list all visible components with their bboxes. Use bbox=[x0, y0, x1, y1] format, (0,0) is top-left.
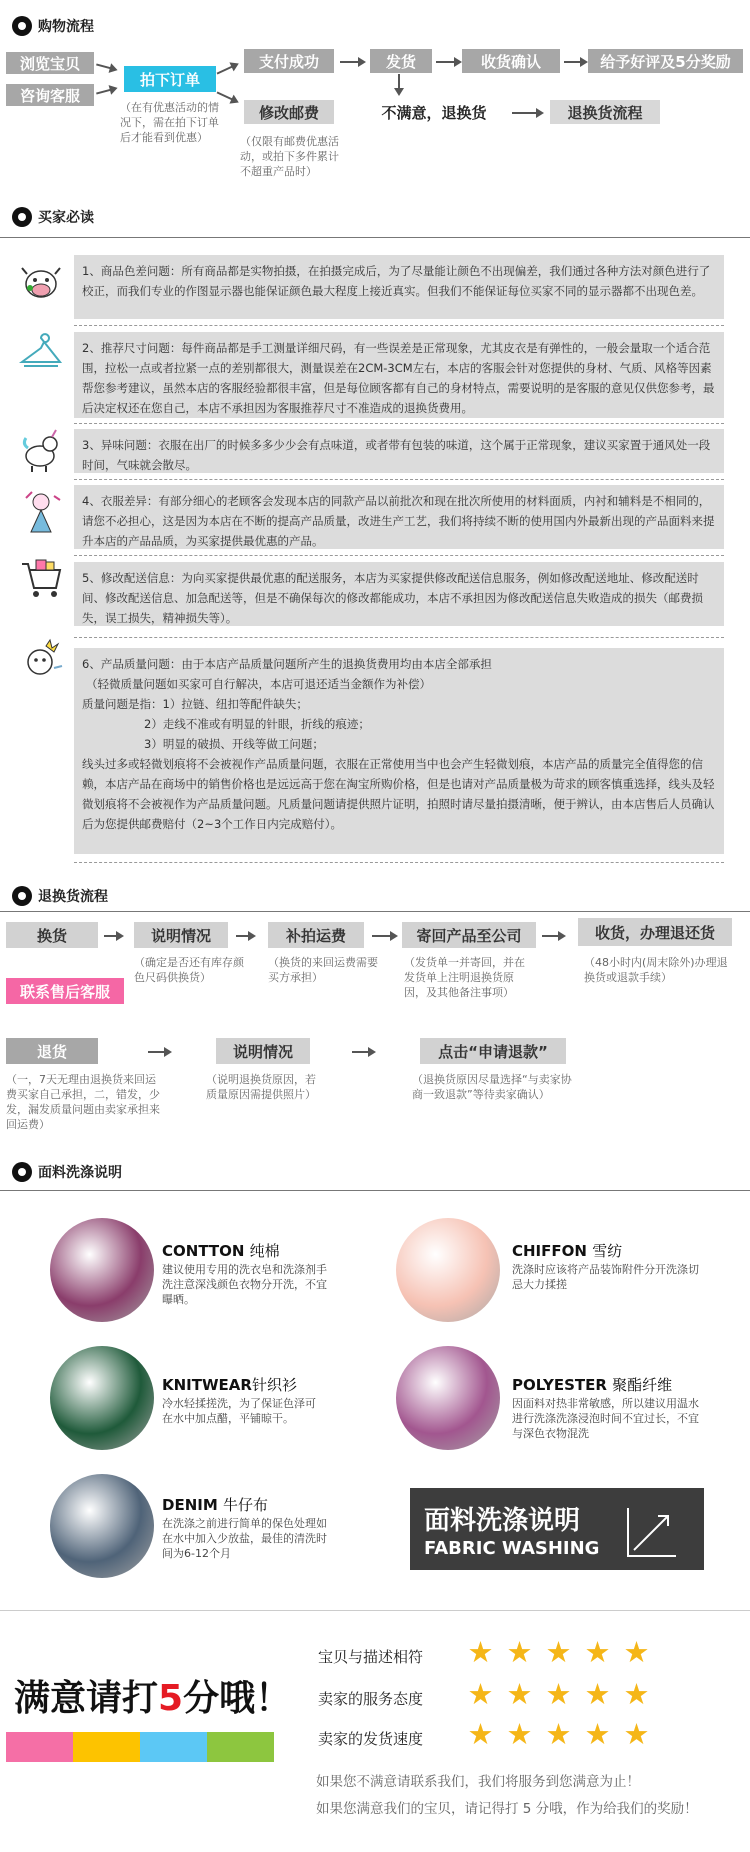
step-praise: 给予好评及5分奖励 bbox=[588, 49, 743, 73]
fabric-title: POLYESTER 聚酯纤维 bbox=[512, 1376, 673, 1394]
order-note: （在有优惠活动的情况下，需在拍下订单后才能看到优惠） bbox=[120, 101, 219, 144]
hanger-icon bbox=[18, 330, 64, 376]
bullet-icon bbox=[12, 886, 32, 906]
color-block bbox=[207, 1732, 274, 1762]
step-explain-2: 说明情况 bbox=[216, 1038, 310, 1064]
arrow-down-icon bbox=[398, 74, 400, 94]
dashed-divider bbox=[74, 423, 724, 424]
chiffon-swatch bbox=[396, 1218, 500, 1322]
star-rating-shipping[interactable] bbox=[466, 1717, 651, 1751]
step-apply-refund: 点击“申请退款” bbox=[420, 1038, 566, 1064]
rating-footer-1: 如果您不满意请联系我们，我们将服务到您满意为止！ bbox=[316, 1774, 640, 1790]
dashed-divider bbox=[74, 555, 724, 556]
notice-item-odor: 3、异味问题：衣服在出厂的时候多多少少会有点味道，或者带有包装的味道，这个属于正常现象，建议买家置于通风处一段时间，气味就会散尽。 bbox=[74, 429, 724, 473]
cartoon-character-icon bbox=[18, 638, 64, 684]
shopping-cart-icon bbox=[18, 556, 64, 602]
girl-icon bbox=[18, 488, 64, 534]
notice-item-size: 2、推荐尺寸问题：每件商品都是手工测量详细尺码，有一些误差是正常现象，尤其皮衣是有弹性的，一般会量取一个适合范围，拉松一点或者拉紧一点的差别都很大，测量误差在2CM-3CM左右，本店的客服会针对您提供的身材、气质、风格等因素帮您参考建议，虽然本店的客服经验都很丰富，但是每位顾客都有自己的身材特点，需要说明的是客服的意见仅供您参考，最后决定权还在您自己，本店不承担因为客服推荐尺寸不准造成的退换货费用。 bbox=[74, 332, 724, 418]
fabric-desc: 洗涤时应该将产品装饰附件分开洗涤切忌大力揉搓 bbox=[512, 1263, 699, 1291]
rating-label-shipping: 卖家的发货速度 bbox=[318, 1730, 424, 1748]
star-rating-service[interactable] bbox=[466, 1677, 651, 1711]
arrow-icon bbox=[236, 935, 254, 937]
explain-note: （确定是否还有库存颜色尺码供换货） bbox=[134, 956, 244, 984]
section-title-notice: 买家必读 bbox=[12, 205, 94, 229]
star-icon[interactable]: ★ bbox=[545, 1677, 572, 1711]
step-unsatisfied: 不满意，退换货 bbox=[370, 100, 498, 124]
section-title-shopping: 购物流程 bbox=[12, 14, 94, 38]
notice-item-delivery: 5、修改配送信息：为向买家提供最优惠的配送服务，本店为买家提供修改配送信息服务，例如修改配送地址、修改配送时间、修改配送信息、加急配送等，但是不确保每次的修改都能成功，本店不承担因为修改配送信息失败造成的损失（邮费损失，误工损失，精神损失等）。 bbox=[74, 562, 724, 626]
section-title-returns: 退换货流程 bbox=[12, 884, 108, 908]
star-icon[interactable]: ★ bbox=[467, 1717, 494, 1751]
divider bbox=[0, 1190, 750, 1191]
rating-headline: 满意请打5分哦！ bbox=[14, 1678, 292, 1719]
contact-service-label: 联系售后客服 bbox=[6, 978, 124, 1004]
step-consult: 咨询客服 bbox=[6, 84, 94, 106]
star-icon[interactable]: ★ bbox=[506, 1717, 533, 1751]
arrow-icon bbox=[542, 935, 564, 937]
arrow-icon bbox=[217, 63, 238, 74]
color-block bbox=[140, 1732, 207, 1762]
section-title-fabric: 面料洗涤说明 bbox=[12, 1160, 122, 1184]
chart-arrow-icon bbox=[624, 1504, 680, 1560]
fabric-title: CONTTON 纯棉 bbox=[162, 1242, 280, 1260]
arrow-icon bbox=[96, 87, 116, 94]
divider bbox=[0, 911, 750, 912]
fabric-desc: 建议使用专用的洗衣皂和洗涤剂手洗注意深浅颜色衣物分开洗，不宜曝晒。 bbox=[162, 1263, 327, 1306]
step-received: 收货确认 bbox=[462, 49, 560, 73]
cotton-swatch bbox=[50, 1218, 154, 1322]
step-postage: 补拍运费 bbox=[268, 922, 364, 948]
star-icon[interactable]: ★ bbox=[584, 1635, 611, 1669]
rating-footer-2: 如果您满意我们的宝贝，请记得打 5 分哦，作为给我们的奖励！ bbox=[316, 1801, 698, 1817]
step-order: 拍下订单 bbox=[124, 66, 216, 92]
explain2-note: （说明退换货原因，若质量原因需提供照片） bbox=[206, 1073, 316, 1101]
star-rating-description[interactable] bbox=[466, 1635, 651, 1669]
send-back-note: （发货单一并寄回，并在发货单上注明退换货原因，及其他备注事项） bbox=[404, 956, 525, 999]
refund-note: （一，7天无理由退换货来回运费买家自己承担，二，错发，少发，漏发质量问题由卖家承担来回运费） bbox=[6, 1073, 160, 1131]
step-paid: 支付成功 bbox=[244, 49, 334, 73]
arrow-icon bbox=[96, 63, 116, 70]
notice-item-color: 1、商品色差问题：所有商品都是实物拍摄，在拍摄完成后，为了尽量能让颜色不出现偏差，我们通过各种方法对颜色进行了校正，而我们专业的作图显示器也能保证颜色最大程度上接近真实。但我们不能保证每位买家不同的显示器都不出现色差。 bbox=[74, 255, 724, 319]
dashed-divider bbox=[74, 637, 724, 638]
arrow-icon bbox=[148, 1051, 170, 1053]
postage-return-note: （换货的来回运费需要买方承担） bbox=[268, 956, 378, 984]
fabric-title: CHIFFON 雪纺 bbox=[512, 1242, 623, 1260]
cow-icon bbox=[18, 258, 64, 304]
dashed-divider bbox=[74, 479, 724, 480]
bullet-icon bbox=[12, 207, 32, 227]
fabric-washing-banner bbox=[410, 1488, 704, 1570]
arrow-icon bbox=[352, 1051, 374, 1053]
knitwear-swatch bbox=[50, 1346, 154, 1450]
star-icon[interactable]: ★ bbox=[467, 1677, 494, 1711]
rating-label-description: 宝贝与描述相符 bbox=[318, 1648, 424, 1666]
fabric-desc: 在洗涤之前进行简单的保色处理如在水中加入少放盐，最佳的清洗时间为6-12个月 bbox=[162, 1517, 327, 1560]
banner-title-cn: 面料洗涤说明 bbox=[424, 1506, 581, 1536]
step-send-back: 寄回产品至公司 bbox=[402, 922, 536, 948]
step-ship: 发货 bbox=[370, 49, 432, 73]
arrow-icon bbox=[436, 61, 460, 63]
step-exchange: 换货 bbox=[6, 922, 98, 948]
star-icon[interactable]: ★ bbox=[584, 1717, 611, 1751]
fabric-title: KNITWEAR针织衫 bbox=[162, 1376, 297, 1394]
denim-swatch bbox=[50, 1474, 154, 1578]
divider bbox=[0, 1610, 750, 1611]
bullet-icon bbox=[12, 16, 32, 36]
star-icon[interactable]: ★ bbox=[623, 1677, 650, 1711]
rating-label-service: 卖家的服务态度 bbox=[318, 1690, 424, 1708]
arrow-icon bbox=[372, 935, 396, 937]
receive-note: （48小时内(周末除外)办理退换货或退款手续） bbox=[584, 956, 728, 984]
bullet-icon bbox=[12, 1162, 32, 1182]
fabric-desc: 冷水轻揉搓洗，为了保证色泽可在水中加点醋，平铺晾干。 bbox=[162, 1397, 316, 1425]
step-browse: 浏览宝贝 bbox=[6, 52, 94, 74]
polyester-swatch bbox=[396, 1346, 500, 1450]
star-icon[interactable]: ★ bbox=[506, 1635, 533, 1669]
postage-note: （仅限有邮费优惠活动，或拍下多件累计不超重产品时） bbox=[240, 135, 339, 178]
step-modify-postage: 修改邮费 bbox=[244, 100, 334, 124]
apply-note: （退换货原因尽量选择“与卖家协商一致退款”等待卖家确认） bbox=[412, 1073, 572, 1101]
star-icon[interactable]: ★ bbox=[623, 1717, 650, 1751]
dashed-divider bbox=[74, 325, 724, 326]
color-block bbox=[73, 1732, 140, 1762]
arrow-icon bbox=[564, 61, 586, 63]
arrow-icon bbox=[340, 61, 364, 63]
unicorn-icon bbox=[18, 428, 64, 474]
star-icon[interactable]: ★ bbox=[584, 1677, 611, 1711]
banner-title-en: FABRIC WASHING bbox=[424, 1538, 600, 1559]
color-block bbox=[6, 1732, 73, 1762]
notice-item-difference: 4、衣服差异：有部分细心的老顾客会发现本店的同款产品以前批次和现在批次所使用的材料面质，内衬和辅料是不相同的，请您不必担心，这是因为本店在不断的提高产品质量，改进生产工艺，我们将持续不断的使用国内外最新出现的产品面料来提升本店的产品品质，为买家提供最优惠的产品。 bbox=[74, 485, 724, 549]
step-receive: 收货，办理退还货 bbox=[578, 918, 732, 946]
star-icon[interactable]: ★ bbox=[623, 1635, 650, 1669]
step-return-flow: 退换货流程 bbox=[550, 100, 660, 124]
fabric-title: DENIM 牛仔布 bbox=[162, 1496, 269, 1514]
divider bbox=[0, 237, 750, 238]
fabric-desc: 因面料对热非常敏感，所以建议用温水进行洗涤洗涤浸泡时间不宜过长，不宜与深色衣物混洗 bbox=[512, 1397, 699, 1440]
step-refund: 退货 bbox=[6, 1038, 98, 1064]
star-icon[interactable]: ★ bbox=[467, 1635, 494, 1669]
star-icon[interactable]: ★ bbox=[545, 1717, 572, 1751]
step-explain: 说明情况 bbox=[134, 922, 228, 948]
star-icon[interactable]: ★ bbox=[506, 1677, 533, 1711]
notice-item-quality: 6、产品质量问题：由于本店产品质量问题所产生的退换货费用均由本店全部承担 （轻微质量问题如买家可自行解决，本店可退还适当金额作为补偿） 质量问题是指：1）拉链、纽扣等配件缺失； 2）走线不准或有明显的针眼，折线的痕迹； 3）明显的破损、开线等做工问题； 线头过多或轻微划痕将不会被视作产品质量问题，衣服在正常使用当中也会产生轻微划痕，本店产品的质量完全值得您的信赖，本店产品在商场中的销售价格也是远远高于您在淘宝所购价格，但是也请对产品质量极为苛求的顾客慎重选择，线头及轻微划痕将不会被视作为产品质量问题。凡质量问题请提供照片证明，拍照时请尽量拍摄清晰，便于辨认，由本店售后人员确认后为您提供邮费赔付（2~3个工作日内完成赔付）。 bbox=[74, 648, 724, 854]
arrow-icon bbox=[512, 112, 542, 114]
star-icon[interactable]: ★ bbox=[545, 1635, 572, 1669]
dashed-divider bbox=[74, 862, 724, 863]
arrow-icon bbox=[104, 935, 122, 937]
color-strip bbox=[6, 1732, 274, 1762]
